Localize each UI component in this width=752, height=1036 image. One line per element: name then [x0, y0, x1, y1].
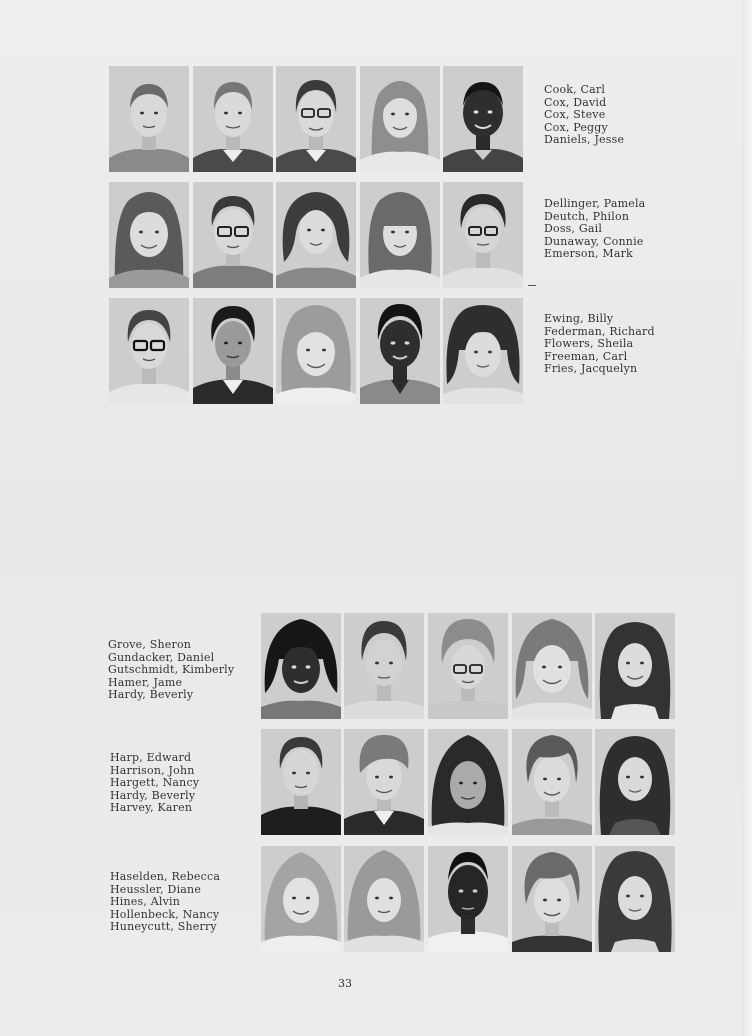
portrait-photo [595, 729, 675, 835]
student-name: Cox, David [544, 95, 607, 109]
student-name: Grove, Sheron [108, 638, 192, 651]
name-list [108, 639, 234, 702]
portrait-photo [344, 729, 424, 835]
student-name: Fries, Jacquelyn [544, 362, 638, 376]
student-name: Hines, Alvin [110, 895, 181, 909]
portrait-photo [109, 298, 189, 404]
divider-dash [528, 285, 536, 286]
student-name: Cook, Carl [544, 83, 606, 96]
student-name: Heussler, Diane [110, 882, 202, 896]
name-list [544, 313, 655, 376]
portrait-photo [428, 729, 508, 835]
name-list [544, 198, 645, 261]
portrait-photo [443, 182, 523, 288]
student-name: Dellinger, Pamela [544, 197, 646, 210]
portrait-photo [193, 66, 273, 172]
portrait-photo [360, 66, 440, 172]
student-name: Emerson, Mark [544, 247, 633, 261]
portrait-photo [428, 613, 508, 719]
portrait-photo [193, 182, 273, 288]
student-name: Hollenbeck, Nancy [110, 907, 220, 921]
portrait-photo [261, 729, 341, 835]
portrait-photo [193, 298, 273, 404]
student-name: Deutch, Philon [544, 209, 630, 223]
student-name: Harvey, Karen [110, 801, 193, 815]
portrait-photo [428, 846, 508, 952]
student-name: Federman, Richard [544, 324, 655, 338]
student-name: Harp, Edward [110, 751, 192, 764]
portrait-photo [261, 613, 341, 719]
student-name: Hardy, Beverly [110, 788, 196, 802]
portrait-photo [443, 66, 523, 172]
student-name: Huneycutt, Sherry [110, 920, 217, 934]
student-name: Daniels, Jesse [544, 133, 625, 147]
page-number: 33 [338, 977, 352, 990]
portrait-photo [360, 298, 440, 404]
page-edge [742, 0, 752, 1036]
student-name: Dunaway, Connie [544, 234, 644, 248]
portrait-photo [595, 613, 675, 719]
portrait-photo [595, 846, 675, 952]
portrait-photo [261, 846, 341, 952]
student-name: Haselden, Rebecca [110, 870, 221, 883]
student-name: Hardy, Beverly [108, 688, 194, 702]
student-name: Gutschmidt, Kimberly [108, 663, 235, 677]
name-list [544, 84, 624, 147]
portrait-photo [276, 66, 356, 172]
name-list [110, 871, 220, 934]
portrait-photo [109, 182, 189, 288]
portrait-photo [512, 729, 592, 835]
student-name: Freeman, Carl [544, 349, 628, 363]
portrait-photo [443, 298, 523, 404]
portrait-photo [344, 613, 424, 719]
student-name: Ewing, Billy [544, 312, 614, 325]
portrait-photo [109, 66, 189, 172]
student-name: Cox, Peggy [544, 120, 608, 134]
student-name: Flowers, Sheila [544, 337, 634, 351]
student-name: Doss, Gail [544, 222, 603, 236]
portrait-photo [276, 298, 356, 404]
portrait-photo [512, 613, 592, 719]
portrait-photo [344, 846, 424, 952]
student-name: Hamer, Jame [108, 675, 183, 689]
portrait-photo [512, 846, 592, 952]
student-name: Gundacker, Daniel [108, 650, 215, 664]
portrait-photo [360, 182, 440, 288]
student-name: Harrison, John [110, 763, 195, 777]
portrait-photo [276, 182, 356, 288]
name-list [110, 752, 199, 815]
student-name: Hargett, Nancy [110, 776, 200, 790]
student-name: Cox, Steve [544, 108, 606, 122]
